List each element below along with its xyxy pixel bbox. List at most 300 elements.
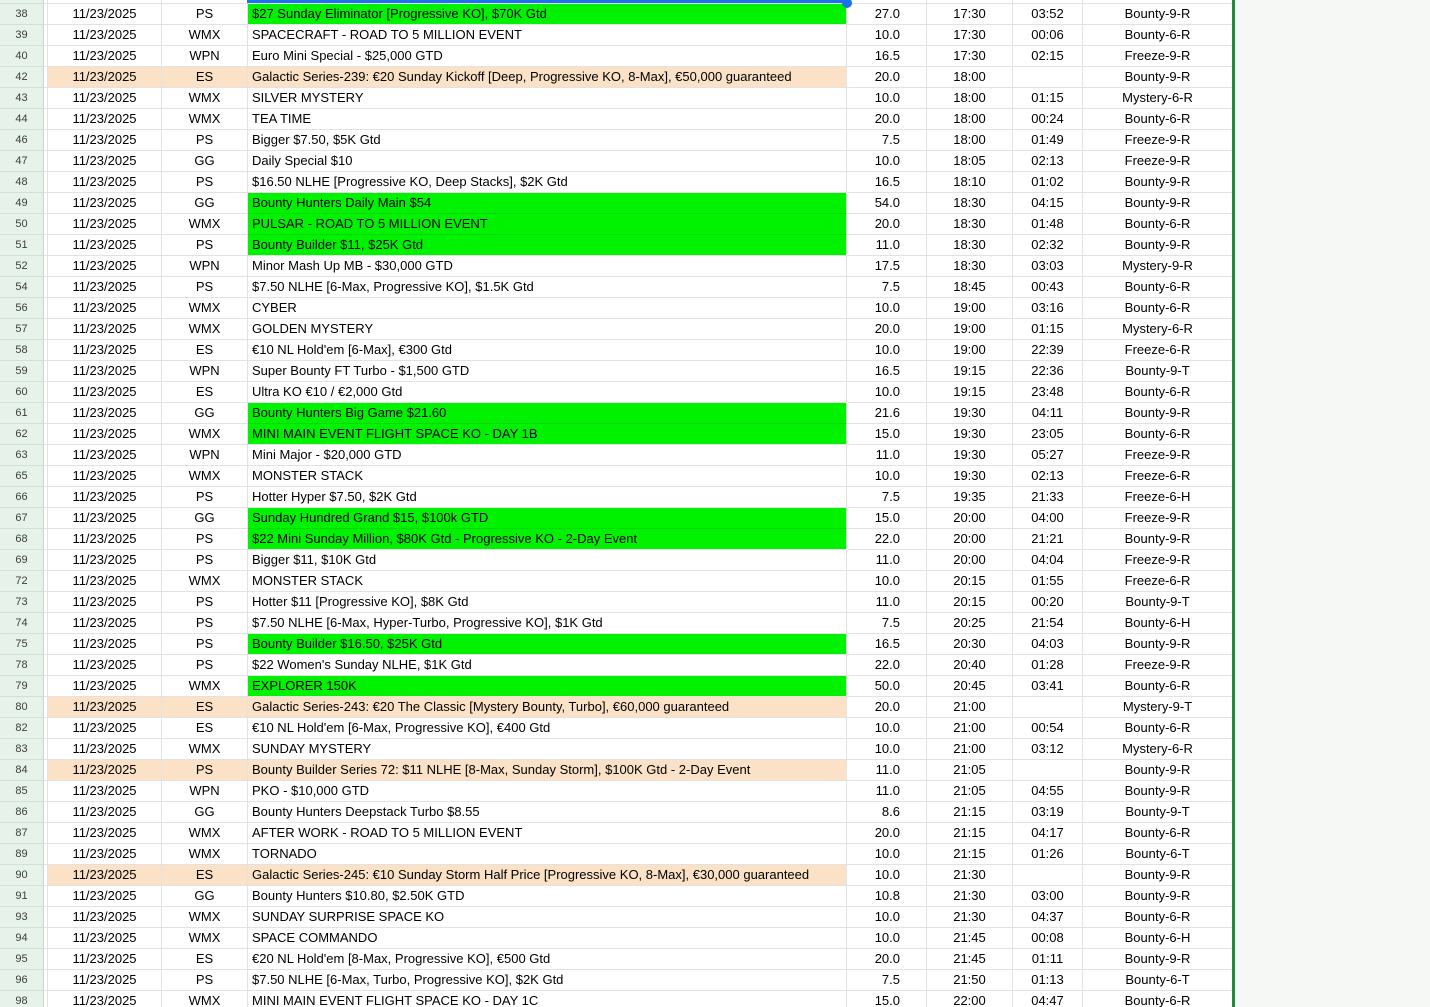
cell-tournament[interactable]: GOLDEN MYSTERY	[248, 319, 847, 340]
cell-buyin[interactable]: 20.0	[847, 319, 927, 340]
cell-duration[interactable]	[1013, 697, 1083, 718]
row-header[interactable]: 69	[0, 550, 44, 571]
cell-start-time[interactable]: 19:00	[927, 319, 1013, 340]
cell-format[interactable]: Bounty-6-R	[1083, 718, 1233, 739]
cell-duration[interactable]: 23:05	[1013, 424, 1083, 445]
cell-site[interactable]: PS	[162, 613, 248, 634]
cell-date[interactable]: 11/23/2025	[48, 235, 162, 256]
row-header[interactable]: 47	[0, 151, 44, 172]
cell-tournament[interactable]: PULSAR - ROAD TO 5 MILLION EVENT	[248, 214, 847, 235]
cell-date[interactable]: 11/23/2025	[48, 655, 162, 676]
cell-date[interactable]: 11/23/2025	[48, 739, 162, 760]
cell-tournament[interactable]: SPACECRAFT - ROAD TO 5 MILLION EVENT	[248, 25, 847, 46]
cell-buyin[interactable]: 10.0	[847, 739, 927, 760]
row-header[interactable]: 83	[0, 739, 44, 760]
cell-format[interactable]: Bounty-6-R	[1083, 277, 1233, 298]
cell-date[interactable]: 11/23/2025	[48, 277, 162, 298]
cell-start-time[interactable]: 18:05	[927, 151, 1013, 172]
cell-format[interactable]: Bounty-9-R	[1083, 634, 1233, 655]
row-header[interactable]: 40	[0, 46, 44, 67]
cell-duration[interactable]: 01:48	[1013, 214, 1083, 235]
cell-date[interactable]: 11/23/2025	[48, 256, 162, 277]
cell-site[interactable]: WMX	[162, 319, 248, 340]
cell-tournament[interactable]: €20 NL Hold'em [8-Max, Progressive KO], €500 Gtd	[248, 949, 847, 970]
cell-format[interactable]: Bounty-6-T	[1083, 970, 1233, 991]
cell-tournament[interactable]: MINI MAIN EVENT FLIGHT SPACE KO - DAY 1B	[248, 424, 847, 445]
cell-site[interactable]: WMX	[162, 298, 248, 319]
cell-site[interactable]: WMX	[162, 844, 248, 865]
cell-format[interactable]: Mystery-9-R	[1083, 256, 1233, 277]
cell-date[interactable]: 11/23/2025	[48, 466, 162, 487]
cell-format[interactable]: Freeze-9-R	[1083, 655, 1233, 676]
row-header[interactable]: 42	[0, 67, 44, 88]
cell-start-time[interactable]: 21:15	[927, 844, 1013, 865]
row-header[interactable]: 54	[0, 277, 44, 298]
cell-tournament[interactable]: SUNDAY MYSTERY	[248, 739, 847, 760]
cell-date[interactable]: 11/23/2025	[48, 781, 162, 802]
row-header[interactable]: 98	[0, 991, 44, 1007]
cell-buyin[interactable]: 7.5	[847, 130, 927, 151]
cell-site[interactable]: ES	[162, 340, 248, 361]
cell-site[interactable]: GG	[162, 802, 248, 823]
cell-tournament[interactable]: Sunday Hundred Grand $15, $100k GTD	[248, 508, 847, 529]
cell-format[interactable]: Freeze-6-H	[1083, 487, 1233, 508]
cell-start-time[interactable]: 21:30	[927, 886, 1013, 907]
cell-buyin[interactable]: 20.0	[847, 697, 927, 718]
row-header[interactable]: 52	[0, 256, 44, 277]
cell-tournament[interactable]: €10 NL Hold'em [6-Max, Progressive KO], €400 Gtd	[248, 718, 847, 739]
cell-date[interactable]: 11/23/2025	[48, 151, 162, 172]
cell-tournament[interactable]: $7.50 NLHE [6-Max, Turbo, Progressive KO], $2K Gtd	[248, 970, 847, 991]
cell-buyin[interactable]: 16.5	[847, 634, 927, 655]
cell-tournament[interactable]: PKO - $10,000 GTD	[248, 781, 847, 802]
cell-format[interactable]: Mystery-6-R	[1083, 88, 1233, 109]
cell-buyin[interactable]: 15.0	[847, 991, 927, 1007]
cell-tournament[interactable]: Bounty Builder $16.50, $25K Gtd	[248, 634, 847, 655]
row-header[interactable]: 56	[0, 298, 44, 319]
cell-buyin[interactable]: 15.0	[847, 508, 927, 529]
cell-format[interactable]: Bounty-6-R	[1083, 298, 1233, 319]
cell-start-time[interactable]: 21:45	[927, 949, 1013, 970]
cell-start-time[interactable]: 17:30	[927, 4, 1013, 25]
cell-buyin[interactable]: 7.5	[847, 487, 927, 508]
row-header[interactable]: 93	[0, 907, 44, 928]
cell-date[interactable]: 11/23/2025	[48, 88, 162, 109]
cell-format[interactable]: Bounty-9-R	[1083, 949, 1233, 970]
cell-format[interactable]: Bounty-9-T	[1083, 361, 1233, 382]
cell-start-time[interactable]: 19:30	[927, 403, 1013, 424]
cell-start-time[interactable]: 21:00	[927, 718, 1013, 739]
row-header[interactable]: 82	[0, 718, 44, 739]
cell-site[interactable]: GG	[162, 886, 248, 907]
cell-site[interactable]: GG	[162, 151, 248, 172]
cell-site[interactable]: PS	[162, 4, 248, 25]
cell-format[interactable]: Bounty-6-R	[1083, 25, 1233, 46]
cell-duration[interactable]: 03:00	[1013, 886, 1083, 907]
cell-site[interactable]: PS	[162, 172, 248, 193]
cell-buyin[interactable]: 10.0	[847, 844, 927, 865]
cell-site[interactable]: ES	[162, 718, 248, 739]
cell-start-time[interactable]: 21:00	[927, 739, 1013, 760]
cell-site[interactable]: WPN	[162, 361, 248, 382]
cell-date[interactable]: 11/23/2025	[48, 634, 162, 655]
row-header[interactable]: 46	[0, 130, 44, 151]
cell-format[interactable]: Bounty-6-R	[1083, 823, 1233, 844]
cell-site[interactable]: PS	[162, 970, 248, 991]
cell-date[interactable]: 11/23/2025	[48, 424, 162, 445]
cell-date[interactable]: 11/23/2025	[48, 697, 162, 718]
cell-duration[interactable]: 01:49	[1013, 130, 1083, 151]
cell-start-time[interactable]: 18:30	[927, 235, 1013, 256]
cell-buyin[interactable]: 54.0	[847, 193, 927, 214]
cell-buyin[interactable]: 7.5	[847, 970, 927, 991]
cell-tournament[interactable]: TEA TIME	[248, 109, 847, 130]
cell-duration[interactable]: 03:41	[1013, 676, 1083, 697]
cell-tournament[interactable]: Super Bounty FT Turbo - $1,500 GTD	[248, 361, 847, 382]
row-header[interactable]: 95	[0, 949, 44, 970]
cell-date[interactable]: 11/23/2025	[48, 823, 162, 844]
cell-tournament[interactable]: CYBER	[248, 298, 847, 319]
cell-date[interactable]: 11/23/2025	[48, 382, 162, 403]
cell-tournament[interactable]: $22 Mini Sunday Million, $80K Gtd - Progressive KO - 2-Day Event	[248, 529, 847, 550]
cell-start-time[interactable]: 21:15	[927, 802, 1013, 823]
cell-format[interactable]: Bounty-6-R	[1083, 382, 1233, 403]
cell-site[interactable]: WMX	[162, 823, 248, 844]
cell-date[interactable]: 11/23/2025	[48, 130, 162, 151]
cell-date[interactable]: 11/23/2025	[48, 676, 162, 697]
cell-duration[interactable]: 04:37	[1013, 907, 1083, 928]
cell-site[interactable]: WMX	[162, 928, 248, 949]
cell-duration[interactable]: 02:32	[1013, 235, 1083, 256]
cell-tournament[interactable]: Bounty Builder $11, $25K Gtd	[248, 235, 847, 256]
row-header[interactable]: 91	[0, 886, 44, 907]
cell-duration[interactable]: 04:00	[1013, 508, 1083, 529]
cell-buyin[interactable]: 20.0	[847, 949, 927, 970]
cell-site[interactable]: WPN	[162, 256, 248, 277]
cell-tournament[interactable]: $27 Sunday Eliminator [Progressive KO], $70K Gtd	[248, 4, 847, 25]
cell-format[interactable]: Bounty-9-R	[1083, 4, 1233, 25]
cell-buyin[interactable]: 10.0	[847, 571, 927, 592]
cell-duration[interactable]: 01:15	[1013, 88, 1083, 109]
cell-start-time[interactable]: 19:30	[927, 466, 1013, 487]
cell-site[interactable]: ES	[162, 67, 248, 88]
cell-duration[interactable]	[1013, 760, 1083, 781]
cell-tournament[interactable]: $7.50 NLHE [6-Max, Hyper-Turbo, Progressive KO], $1K Gtd	[248, 613, 847, 634]
cell-date[interactable]: 11/23/2025	[48, 361, 162, 382]
cell-site[interactable]: PS	[162, 655, 248, 676]
cell-duration[interactable]: 01:02	[1013, 172, 1083, 193]
cell-tournament[interactable]: TORNADO	[248, 844, 847, 865]
cell-start-time[interactable]: 19:30	[927, 445, 1013, 466]
cell-format[interactable]: Freeze-9-R	[1083, 445, 1233, 466]
row-header[interactable]: 75	[0, 634, 44, 655]
cell-buyin[interactable]: 17.5	[847, 256, 927, 277]
cell-site[interactable]: WPN	[162, 781, 248, 802]
cell-format[interactable]: Bounty-9-R	[1083, 172, 1233, 193]
cell-date[interactable]: 11/23/2025	[48, 4, 162, 25]
cell-buyin[interactable]: 8.6	[847, 802, 927, 823]
cell-site[interactable]: WMX	[162, 214, 248, 235]
cell-site[interactable]: WMX	[162, 571, 248, 592]
cell-date[interactable]: 11/23/2025	[48, 760, 162, 781]
cell-format[interactable]: Bounty-9-R	[1083, 886, 1233, 907]
cell-tournament[interactable]: Mini Major - $20,000 GTD	[248, 445, 847, 466]
cell-duration[interactable]: 01:26	[1013, 844, 1083, 865]
row-header[interactable]: 43	[0, 88, 44, 109]
cell-duration[interactable]: 00:54	[1013, 718, 1083, 739]
cell-format[interactable]: Freeze-6-R	[1083, 571, 1233, 592]
cell-buyin[interactable]: 11.0	[847, 760, 927, 781]
cell-format[interactable]: Bounty-9-T	[1083, 592, 1233, 613]
cell-date[interactable]: 11/23/2025	[48, 907, 162, 928]
cell-duration[interactable]: 21:21	[1013, 529, 1083, 550]
cell-duration[interactable]: 04:11	[1013, 403, 1083, 424]
cell-start-time[interactable]: 18:30	[927, 256, 1013, 277]
cell-format[interactable]: Bounty-6-R	[1083, 676, 1233, 697]
cell-tournament[interactable]: Bounty Hunters Daily Main $54	[248, 193, 847, 214]
cell-format[interactable]: Freeze-6-R	[1083, 340, 1233, 361]
cell-buyin[interactable]: 11.0	[847, 445, 927, 466]
cell-buyin[interactable]: 15.0	[847, 424, 927, 445]
cell-buyin[interactable]: 10.0	[847, 340, 927, 361]
cell-date[interactable]: 11/23/2025	[48, 928, 162, 949]
row-header[interactable]: 73	[0, 592, 44, 613]
cell-site[interactable]: PS	[162, 529, 248, 550]
cell-site[interactable]: WMX	[162, 991, 248, 1007]
cell-start-time[interactable]: 20:30	[927, 634, 1013, 655]
row-header[interactable]: 90	[0, 865, 44, 886]
cell-buyin[interactable]: 7.5	[847, 613, 927, 634]
cell-start-time[interactable]: 20:00	[927, 508, 1013, 529]
cell-site[interactable]: WMX	[162, 25, 248, 46]
cell-tournament[interactable]: SUNDAY SURPRISE SPACE KO	[248, 907, 847, 928]
row-header[interactable]: 96	[0, 970, 44, 991]
cell-site[interactable]: WMX	[162, 466, 248, 487]
cell-format[interactable]: Bounty-6-H	[1083, 928, 1233, 949]
cell-format[interactable]: Freeze-9-R	[1083, 46, 1233, 67]
cell-format[interactable]: Bounty-9-R	[1083, 235, 1233, 256]
cell-buyin[interactable]: 10.0	[847, 865, 927, 886]
cell-site[interactable]: GG	[162, 508, 248, 529]
cell-start-time[interactable]: 19:35	[927, 487, 1013, 508]
cell-site[interactable]: WMX	[162, 739, 248, 760]
row-header[interactable]: 49	[0, 193, 44, 214]
row-header[interactable]: 39	[0, 25, 44, 46]
cell-site[interactable]: GG	[162, 403, 248, 424]
cell-date[interactable]: 11/23/2025	[48, 172, 162, 193]
cell-buyin[interactable]: 21.6	[847, 403, 927, 424]
cell-start-time[interactable]: 18:00	[927, 88, 1013, 109]
cell-date[interactable]: 11/23/2025	[48, 25, 162, 46]
cell-duration[interactable]: 01:15	[1013, 319, 1083, 340]
cell-date[interactable]: 11/23/2025	[48, 718, 162, 739]
cell-duration[interactable]: 03:16	[1013, 298, 1083, 319]
cell-tournament[interactable]: Bounty Builder Series 72: $11 NLHE [8-Max, Sunday Storm], $100K Gtd - 2-Day Event	[248, 760, 847, 781]
cell-start-time[interactable]: 20:45	[927, 676, 1013, 697]
row-header[interactable]: 44	[0, 109, 44, 130]
cell-format[interactable]: Bounty-9-R	[1083, 781, 1233, 802]
cell-tournament[interactable]: Bounty Hunters Deepstack Turbo $8.55	[248, 802, 847, 823]
row-header[interactable]: 74	[0, 613, 44, 634]
cell-date[interactable]: 11/23/2025	[48, 487, 162, 508]
cell-start-time[interactable]: 18:00	[927, 109, 1013, 130]
cell-start-time[interactable]: 21:05	[927, 781, 1013, 802]
cell-duration[interactable]: 03:52	[1013, 4, 1083, 25]
cell-site[interactable]: WMX	[162, 907, 248, 928]
cell-tournament[interactable]: Ultra KO €10 / €2,000 Gtd	[248, 382, 847, 403]
cell-buyin[interactable]: 50.0	[847, 676, 927, 697]
cell-start-time[interactable]: 21:00	[927, 697, 1013, 718]
cell-start-time[interactable]: 18:30	[927, 193, 1013, 214]
row-header[interactable]: 89	[0, 844, 44, 865]
cell-tournament[interactable]: Euro Mini Special - $25,000 GTD	[248, 46, 847, 67]
cell-site[interactable]: WPN	[162, 46, 248, 67]
cell-site[interactable]: PS	[162, 487, 248, 508]
cell-date[interactable]: 11/23/2025	[48, 298, 162, 319]
cell-duration[interactable]: 00:20	[1013, 592, 1083, 613]
cell-buyin[interactable]: 10.0	[847, 151, 927, 172]
cell-date[interactable]: 11/23/2025	[48, 445, 162, 466]
cell-tournament[interactable]: Galactic Series-239: €20 Sunday Kickoff [Deep, Progressive KO, 8-Max], €50,000 guaranteed	[248, 67, 847, 88]
cell-buyin[interactable]: 16.5	[847, 361, 927, 382]
cell-date[interactable]: 11/23/2025	[48, 991, 162, 1007]
row-header[interactable]: 60	[0, 382, 44, 403]
row-header[interactable]: 94	[0, 928, 44, 949]
cell-tournament[interactable]: Bigger $11, $10K Gtd	[248, 550, 847, 571]
cell-tournament[interactable]: Minor Mash Up MB - $30,000 GTD	[248, 256, 847, 277]
cell-format[interactable]: Mystery-6-R	[1083, 319, 1233, 340]
cell-duration[interactable]: 01:11	[1013, 949, 1083, 970]
cell-buyin[interactable]: 20.0	[847, 823, 927, 844]
cell-start-time[interactable]: 20:25	[927, 613, 1013, 634]
cell-start-time[interactable]: 21:30	[927, 907, 1013, 928]
cell-tournament[interactable]: Bigger $7.50, $5K Gtd	[248, 130, 847, 151]
cell-format[interactable]: Bounty-9-R	[1083, 403, 1233, 424]
cell-format[interactable]: Freeze-6-R	[1083, 466, 1233, 487]
row-header[interactable]: 67	[0, 508, 44, 529]
row-header[interactable]: 50	[0, 214, 44, 235]
cell-buyin[interactable]: 11.0	[847, 235, 927, 256]
cell-site[interactable]: WMX	[162, 676, 248, 697]
row-header[interactable]: 58	[0, 340, 44, 361]
cell-start-time[interactable]: 19:30	[927, 424, 1013, 445]
cell-buyin[interactable]: 20.0	[847, 67, 927, 88]
cell-tournament[interactable]: SPACE COMMANDO	[248, 928, 847, 949]
cell-duration[interactable]: 04:04	[1013, 550, 1083, 571]
cell-site[interactable]: ES	[162, 865, 248, 886]
row-header[interactable]: 51	[0, 235, 44, 256]
cell-buyin[interactable]: 10.0	[847, 466, 927, 487]
row-header[interactable]: 66	[0, 487, 44, 508]
cell-site[interactable]: PS	[162, 550, 248, 571]
row-header[interactable]: 72	[0, 571, 44, 592]
cell-format[interactable]: Bounty-6-R	[1083, 109, 1233, 130]
cell-start-time[interactable]: 21:30	[927, 865, 1013, 886]
row-header[interactable]: 84	[0, 760, 44, 781]
cell-duration[interactable]: 04:47	[1013, 991, 1083, 1007]
cell-start-time[interactable]: 19:00	[927, 340, 1013, 361]
cell-date[interactable]: 11/23/2025	[48, 403, 162, 424]
cell-site[interactable]: PS	[162, 130, 248, 151]
row-header[interactable]: 87	[0, 823, 44, 844]
cell-start-time[interactable]: 21:50	[927, 970, 1013, 991]
cell-duration[interactable]	[1013, 67, 1083, 88]
row-header[interactable]: 62	[0, 424, 44, 445]
cell-tournament[interactable]: SILVER MYSTERY	[248, 88, 847, 109]
cell-tournament[interactable]: Hotter Hyper $7.50, $2K Gtd	[248, 487, 847, 508]
cell-tournament[interactable]: MINI MAIN EVENT FLIGHT SPACE KO - DAY 1C	[248, 991, 847, 1007]
cell-format[interactable]: Freeze-9-R	[1083, 550, 1233, 571]
cell-start-time[interactable]: 18:00	[927, 130, 1013, 151]
cell-duration[interactable]: 04:15	[1013, 193, 1083, 214]
cell-date[interactable]: 11/23/2025	[48, 970, 162, 991]
cell-buyin[interactable]: 16.5	[847, 46, 927, 67]
cell-site[interactable]: ES	[162, 697, 248, 718]
cell-duration[interactable]: 04:17	[1013, 823, 1083, 844]
cell-start-time[interactable]: 18:30	[927, 214, 1013, 235]
cell-format[interactable]: Bounty-6-T	[1083, 844, 1233, 865]
cell-duration[interactable]: 05:27	[1013, 445, 1083, 466]
cell-start-time[interactable]: 21:05	[927, 760, 1013, 781]
cell-format[interactable]: Freeze-9-R	[1083, 151, 1233, 172]
row-header[interactable]: 57	[0, 319, 44, 340]
cell-start-time[interactable]: 17:30	[927, 25, 1013, 46]
row-header[interactable]: 80	[0, 697, 44, 718]
cell-buyin[interactable]: 11.0	[847, 781, 927, 802]
cell-format[interactable]: Bounty-6-R	[1083, 214, 1233, 235]
cell-site[interactable]: PS	[162, 760, 248, 781]
cell-buyin[interactable]: 20.0	[847, 214, 927, 235]
cell-duration[interactable]: 21:33	[1013, 487, 1083, 508]
cell-start-time[interactable]: 20:15	[927, 592, 1013, 613]
cell-buyin[interactable]: 22.0	[847, 529, 927, 550]
cell-format[interactable]: Mystery-9-T	[1083, 697, 1233, 718]
cell-duration[interactable]: 00:08	[1013, 928, 1083, 949]
cell-date[interactable]: 11/23/2025	[48, 319, 162, 340]
cell-start-time[interactable]: 18:45	[927, 277, 1013, 298]
cell-buyin[interactable]: 10.0	[847, 298, 927, 319]
cell-date[interactable]: 11/23/2025	[48, 529, 162, 550]
cell-format[interactable]: Bounty-6-R	[1083, 991, 1233, 1007]
cell-buyin[interactable]: 11.0	[847, 550, 927, 571]
cell-tournament[interactable]: MONSTER STACK	[248, 466, 847, 487]
cell-start-time[interactable]: 22:00	[927, 991, 1013, 1007]
cell-format[interactable]: Bounty-6-H	[1083, 613, 1233, 634]
cell-duration[interactable]: 03:12	[1013, 739, 1083, 760]
row-header[interactable]: 38	[0, 4, 44, 25]
cell-format[interactable]: Freeze-9-R	[1083, 130, 1233, 151]
cell-date[interactable]: 11/23/2025	[48, 340, 162, 361]
cell-start-time[interactable]: 21:15	[927, 823, 1013, 844]
cell-start-time[interactable]: 19:00	[927, 298, 1013, 319]
cell-format[interactable]: Bounty-9-R	[1083, 529, 1233, 550]
cell-buyin[interactable]: 27.0	[847, 4, 927, 25]
cell-site[interactable]: WMX	[162, 424, 248, 445]
cell-tournament[interactable]: $7.50 NLHE [6-Max, Progressive KO], $1.5K Gtd	[248, 277, 847, 298]
cell-date[interactable]: 11/23/2025	[48, 865, 162, 886]
cell-tournament[interactable]: Bounty Hunters Big Game $21.60	[248, 403, 847, 424]
cell-site[interactable]: WPN	[162, 445, 248, 466]
cell-site[interactable]: PS	[162, 592, 248, 613]
row-header[interactable]: 48	[0, 172, 44, 193]
cell-date[interactable]: 11/23/2025	[48, 613, 162, 634]
cell-buyin[interactable]: 10.8	[847, 886, 927, 907]
cell-format[interactable]: Bounty-9-R	[1083, 865, 1233, 886]
cell-site[interactable]: WMX	[162, 109, 248, 130]
cell-site[interactable]: ES	[162, 949, 248, 970]
row-header[interactable]: 79	[0, 676, 44, 697]
cell-duration[interactable]: 01:13	[1013, 970, 1083, 991]
